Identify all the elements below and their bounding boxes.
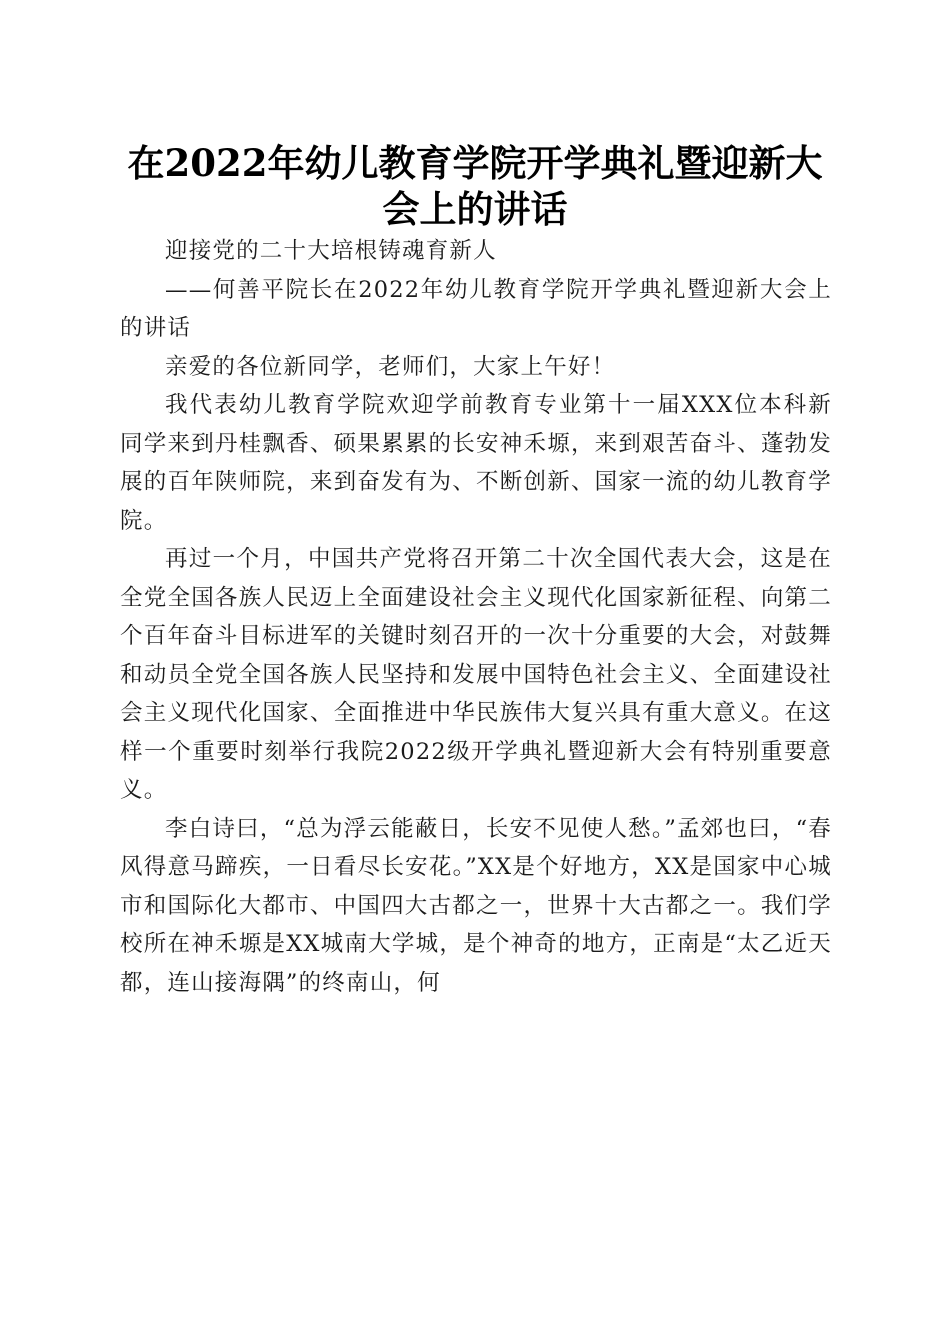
- poem-paragraph: 李白诗曰，“总为浮云能蔽日，长安不见使人愁。”孟郊也曰，“春风得意马蹄疾，一日看尽长安花。”XX是个好地方，XX是国家中心城市和国际化大都市、中国四大古都之一，世界十大古都之一。我们学校所在神禾塬是XX城南大学城，是个神奇的地方，正南是“太乙近天都，连山接海隅”的终南山，何: [120, 815, 832, 996]
- speech-subtitle: 迎接党的二十大培根铸魂育新人: [165, 238, 497, 264]
- document-title: 在2022年幼儿教育学院开学典礼暨迎新大会上的讲话: [127, 141, 823, 231]
- greeting-paragraph: 亲爱的各位新同学，老师们，大家上午好！: [165, 353, 616, 380]
- congress-paragraph: 再过一个月，中国共产党将召开第二十次全国代表大会，这是在全党全国各族人民迈上全面建设社会主义现代化国家新征程、向第二个百年奋斗目标进军的关键时刻召开的一次十分重要的大会，对鼓舞和动员全党全国各族人民坚持和发展中国特色社会主义、全面建设社会主义现代化国家、全面推进中华民族伟大复兴具有重大意义。在这样一个重要时刻举行我院2022级开学典礼暨迎新大会有特别重要意义。: [120, 546, 832, 803]
- speech-byline: ——何善平院长在2022年幼儿教育学院开学典礼暨迎新大会上的讲话: [120, 276, 832, 341]
- welcome-paragraph: 我代表幼儿教育学院欢迎学前教育专业第十一届XXX位本科新同学来到丹桂飘香、硕果累累的长安神禾塬，来到艰苦奋斗、蓬勃发展的百年陕师院，来到奋发有为、不断创新、国家一流的幼儿教育学院。: [120, 392, 832, 534]
- document-body: [120, 232, 832, 1002]
